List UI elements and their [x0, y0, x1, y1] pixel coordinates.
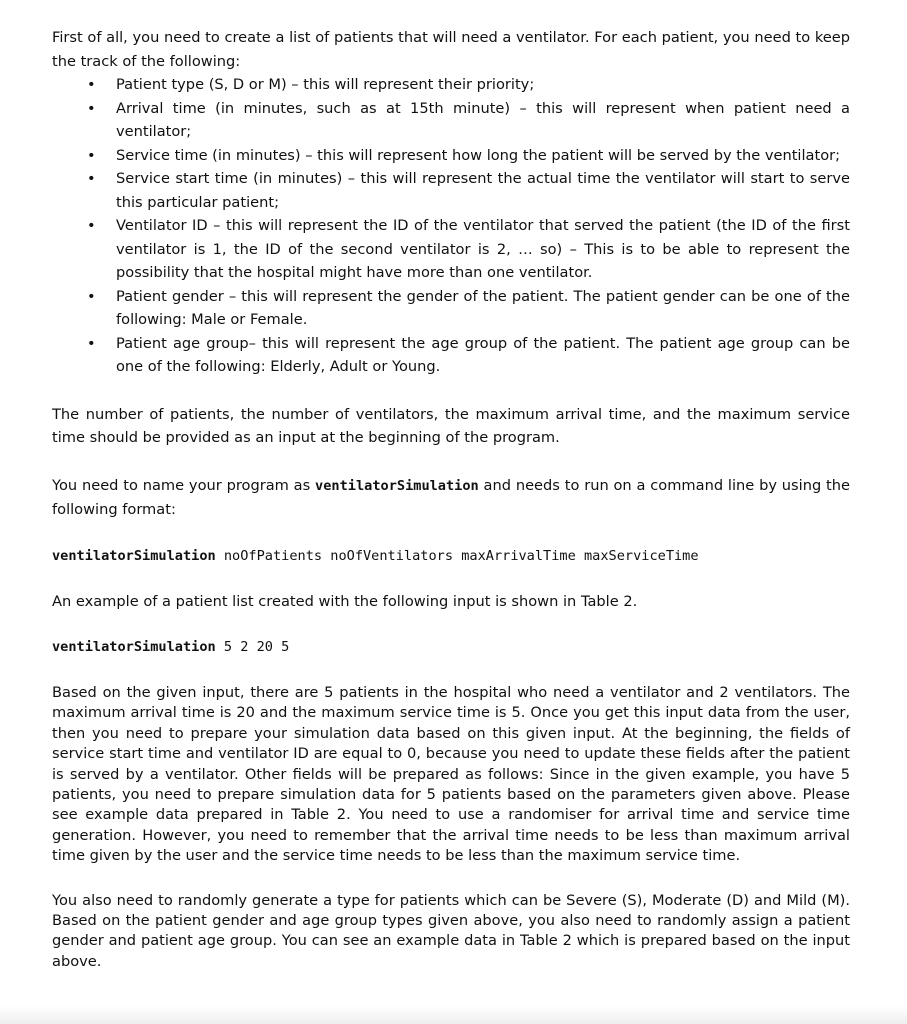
list-item — [87, 167, 850, 214]
field-text: Patient type (S, D or M) – this will represent their priority; — [116, 76, 535, 93]
bullet-icon: • — [87, 76, 96, 93]
bullet-icon: • — [87, 334, 96, 352]
example-intro-paragraph: An example of a patient list created with the following input is shown in Table 2. — [52, 593, 638, 610]
bullet-icon: • — [87, 170, 96, 187]
field-text: Service time (in minutes) – this will represent how long the patient will be served by the ventilator; — [116, 146, 841, 164]
patient-fields-list — [52, 73, 850, 379]
list-item — [87, 332, 850, 379]
format-command-program: ventilatorSimulation — [52, 547, 216, 564]
type-paragraph: You also need to randomly generate a type for patients which can be Severe (S), Moderate (D) and Mild (M). Based on the patient gender and age group types given above, you also need to randomly assign a patient gender and patient age group. You can see an example data in Table 2 which is prepared based on the input above. — [52, 891, 850, 970]
list-item — [87, 73, 850, 97]
explanation-paragraph: Based on the given input, there are 5 patients in the hospital who need a ventilator and 2 ventilators. The maximum arrival time is 20 and the maximum service time is 5. Once you get this input data from the user, then you need to prepare your simulation data based on this given input. At the beginning, the fields of service start time and ventilator ID are equal to 0, because you need to update these fields after the patient is served by a ventilator. Other fields will be prepared as follows: Since in the given example, you have 5 patients, you need to prepare simulation data for 5 patients based on the parameters given above. Please see example data prepared in Table 2. You need to use a randomiser for arrival time and service time generation. However, you need to remember that the arrival time needs to be less than maximum arrival time given by the user and the service time needs to be less than the maximum service time. — [52, 684, 850, 865]
field-text: Ventilator ID – this will represent the ID of the ventilator that served the patient (the ID of the first ventilator is 1, the ID of the second ventilator is 2, … so) – This is to be able to represent the possibility that the hospital might have more than one ventilator. — [116, 217, 850, 281]
bullet-icon: • — [87, 217, 96, 234]
bullet-icon: • — [87, 146, 96, 164]
format-command-args: noOfPatients noOfVentilators maxArrivalTime maxServiceTime — [215, 547, 699, 564]
program-name-paragraph — [52, 474, 850, 522]
example-command-program: ventilatorSimulation — [52, 638, 216, 655]
bullet-icon: • — [87, 287, 96, 305]
example-command-line — [52, 636, 850, 660]
program-name: ventilatorSimulation — [315, 477, 479, 494]
program-text-before: You need to name your program as — [52, 476, 316, 494]
format-command-line — [52, 545, 850, 569]
intro-paragraph: First of all, you need to create a list of patients that will need a ventilator. For each patient, you need to keep the track of the following: — [52, 29, 850, 70]
inputs-paragraph: The number of patients, the number of ventilators, the maximum arrival time, and the maximum service time should be provided as an input at the beginning of the program. — [52, 405, 850, 446]
list-item — [87, 144, 850, 168]
list-item — [87, 285, 850, 332]
program-text-after: and needs to run on a command line by using the following format: — [52, 476, 850, 518]
field-text: Patient gender – this will represent the gender of the patient. The patient gender can be one of the following: Male or Female. — [116, 287, 850, 328]
list-item — [87, 214, 850, 285]
page-bottom-edge — [0, 1006, 907, 1024]
list-item — [87, 97, 850, 144]
example-command-args: 5 2 20 5 — [215, 638, 290, 655]
field-text: Arrival time (in minutes, such as at 15th minute) – this will represent when patient need a ventilator; — [116, 99, 850, 140]
document-page — [52, 26, 850, 972]
bullet-icon: • — [87, 99, 96, 117]
field-text: Patient age group– this will represent the age group of the patient. The patient age group can be one of the following: Elderly, Adult or Young. — [116, 334, 850, 375]
field-text: Service start time (in minutes) – this will represent the actual time the ventilator will start to serve this particular patient; — [116, 170, 850, 211]
